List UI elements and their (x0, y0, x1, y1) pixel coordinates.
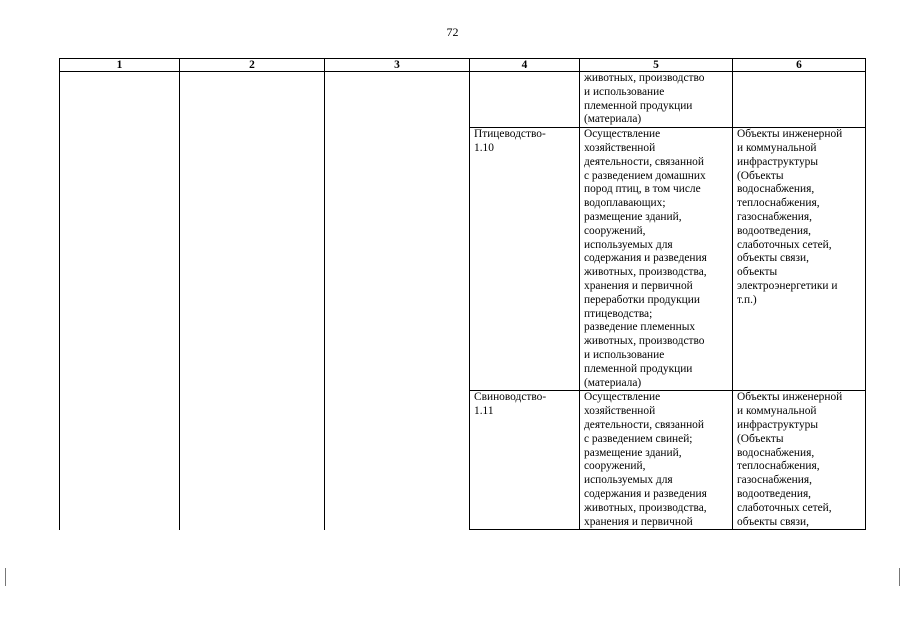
column-header-6: 6 (733, 59, 866, 72)
use-description-cell: животных, производство и использование племенной продукции (материала) (580, 72, 733, 128)
table-row (60, 72, 866, 128)
column-header-4: 4 (470, 59, 580, 72)
column-header-3: 3 (325, 59, 470, 72)
column-header-2: 2 (180, 59, 325, 72)
column-header-1: 1 (60, 59, 180, 72)
column-header-5: 5 (580, 59, 733, 72)
column-2-cell (180, 72, 325, 530)
use-type-cell: Птицеводство- 1.10 (470, 128, 580, 391)
page-number: 72 (446, 25, 459, 39)
use-description-cell: Осуществление хозяйственной деятельности, связанной с разведением свиней; размещение зданий, сооружений, используемых для содержания и разведения животных, производства, хранения и первичной (580, 391, 733, 530)
infrastructure-cell: Объекты инженерной и коммунальной инфраструктуры (Объекты водоснабжения, теплоснабжения, газоснабжения, водоотведения, слаботочных сетей, объекты связи, объекты электроэнергетики и т.п.) (733, 128, 866, 391)
infrastructure-cell: Объекты инженерной и коммунальной инфраструктуры (Объекты водоснабжения, теплоснабжения, газоснабжения, водоотведения, слаботочных сетей, объекты связи, (733, 391, 866, 530)
use-type-cell: Свиноводство- 1.11 (470, 391, 580, 530)
column-3-cell (325, 72, 470, 530)
scan-margin-mark-left (5, 568, 6, 586)
use-description-cell: Осуществление хозяйственной деятельности, связанной с разведением домашних пород птиц, в том числе водоплавающих; размещение зданий, сооружений, используемых для содержания и разведения животных, производства, хранения и первичной переработки продукции птицеводства; разведение племенных животных, производство и использование племенной продукции (материала) (580, 128, 733, 391)
scan-margin-mark-right (899, 568, 900, 586)
column-1-cell (60, 72, 180, 530)
land-use-table (59, 58, 866, 530)
use-type-cell (470, 72, 580, 128)
infrastructure-cell (733, 72, 866, 128)
header-row (60, 59, 866, 72)
